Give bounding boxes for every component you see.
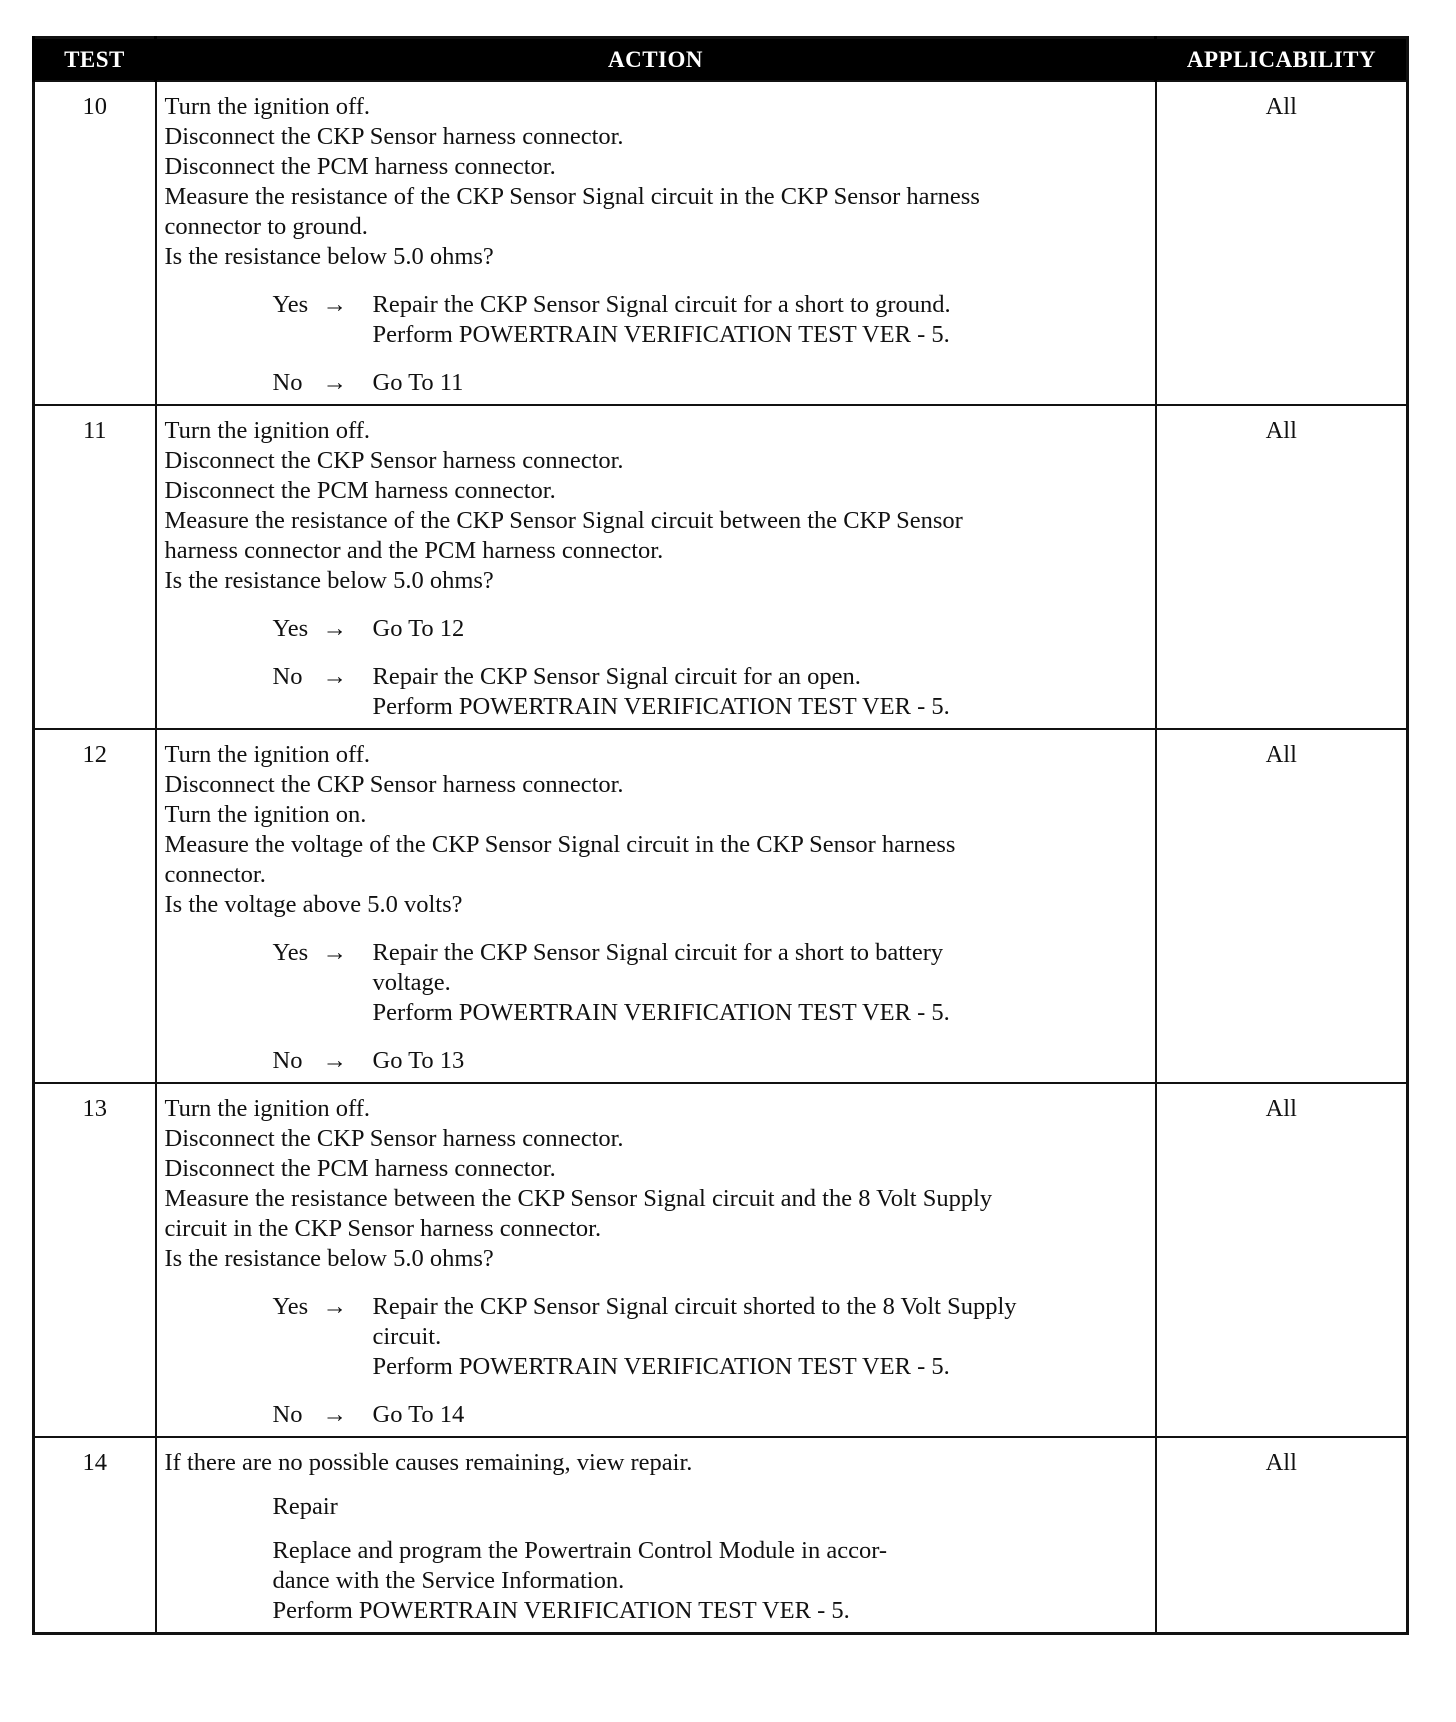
outcome-line: Go To 12 bbox=[372, 615, 465, 642]
action-step: Is the voltage above 5.0 volts? bbox=[164, 891, 463, 918]
action-cell bbox=[156, 1083, 1156, 1437]
action-step: Disconnect the CKP Sensor harness connector. bbox=[164, 771, 624, 798]
action-step: Disconnect the CKP Sensor harness connector. bbox=[164, 1125, 624, 1152]
header-test: TEST bbox=[34, 38, 156, 82]
action-steps bbox=[165, 740, 1149, 920]
right-arrow-icon: → bbox=[322, 1047, 347, 1074]
test-number: 12 bbox=[34, 729, 156, 1083]
action-step: Measure the resistance between the CKP Sensor Signal circuit and the 8 Volt Supply bbox=[164, 1185, 993, 1212]
right-arrow-icon: → bbox=[322, 1293, 347, 1320]
test-number: 14 bbox=[34, 1437, 156, 1634]
outcome-line: Perform POWERTRAIN VERIFICATION TEST VER - 5. bbox=[372, 999, 950, 1026]
repair-line: dance with the Service Information. bbox=[272, 1567, 625, 1594]
action-step: Disconnect the PCM harness connector. bbox=[164, 153, 556, 180]
right-arrow-icon: → bbox=[322, 615, 347, 642]
applicability-value: All bbox=[1156, 1437, 1408, 1634]
outcome-label: No bbox=[272, 1047, 303, 1074]
table-header bbox=[34, 38, 1408, 82]
outcome-result bbox=[373, 938, 1149, 1028]
action-step: Disconnect the PCM harness connector. bbox=[164, 477, 556, 504]
table-row bbox=[34, 405, 1408, 729]
outcome-result bbox=[373, 290, 1149, 350]
outcome-label: No bbox=[272, 1401, 303, 1428]
test-number: 11 bbox=[34, 405, 156, 729]
table-row bbox=[34, 1437, 1408, 1634]
applicability-value: All bbox=[1156, 81, 1408, 405]
right-arrow-icon: → bbox=[322, 291, 347, 318]
outcome-no bbox=[165, 368, 1149, 398]
action-step: Is the resistance below 5.0 ohms? bbox=[164, 567, 494, 594]
outcome-line: Perform POWERTRAIN VERIFICATION TEST VER - 5. bbox=[372, 321, 950, 348]
action-step: harness connector and the PCM harness connector. bbox=[164, 537, 664, 564]
action-step: Disconnect the PCM harness connector. bbox=[164, 1155, 556, 1182]
repair-line: Replace and program the Powertrain Control Module in accor- bbox=[272, 1537, 888, 1564]
outcome-line: Go To 13 bbox=[372, 1047, 465, 1074]
outcome-yes bbox=[165, 290, 1149, 350]
action-step: Turn the ignition off. bbox=[164, 417, 371, 444]
action-step: Disconnect the CKP Sensor harness connector. bbox=[164, 123, 624, 150]
right-arrow-icon: → bbox=[322, 663, 347, 690]
action-step: Measure the resistance of the CKP Sensor Signal circuit between the CKP Sensor bbox=[164, 507, 963, 534]
action-step: connector. bbox=[164, 861, 266, 888]
applicability-value: All bbox=[1156, 729, 1408, 1083]
action-cell bbox=[156, 1437, 1156, 1634]
table-row bbox=[34, 81, 1408, 405]
action-steps bbox=[165, 1094, 1149, 1274]
action-step: Turn the ignition off. bbox=[164, 741, 371, 768]
outcome-line: Repair the CKP Sensor Signal circuit shorted to the 8 Volt Supply bbox=[372, 1293, 1017, 1320]
outcome-no bbox=[165, 1046, 1149, 1076]
outcome-line: Repair the CKP Sensor Signal circuit for an open. bbox=[372, 663, 861, 690]
outcome-line: Repair the CKP Sensor Signal circuit for a short to battery bbox=[372, 939, 944, 966]
outcome-line: voltage. bbox=[372, 969, 451, 996]
outcome-line: Perform POWERTRAIN VERIFICATION TEST VER - 5. bbox=[372, 1353, 950, 1380]
action-step: Turn the ignition off. bbox=[164, 1095, 371, 1122]
test-number: 10 bbox=[34, 81, 156, 405]
outcome-yes bbox=[165, 938, 1149, 1028]
outcome-yes bbox=[165, 614, 1149, 644]
action-cell bbox=[156, 405, 1156, 729]
action-step: connector to ground. bbox=[164, 213, 368, 240]
action-step: If there are no possible causes remaining, view repair. bbox=[164, 1449, 693, 1476]
outcome-no bbox=[165, 662, 1149, 722]
action-cell bbox=[156, 729, 1156, 1083]
repair-line: Perform POWERTRAIN VERIFICATION TEST VER - 5. bbox=[272, 1597, 850, 1624]
outcome-line: Repair the CKP Sensor Signal circuit for a short to ground. bbox=[372, 291, 951, 318]
action-step: Measure the resistance of the CKP Sensor Signal circuit in the CKP Sensor harness bbox=[164, 183, 980, 210]
action-step: Is the resistance below 5.0 ohms? bbox=[164, 243, 494, 270]
action-steps bbox=[165, 1448, 1149, 1478]
action-step: Turn the ignition on. bbox=[164, 801, 367, 828]
test-number: 13 bbox=[34, 1083, 156, 1437]
outcome-result bbox=[373, 614, 1149, 644]
right-arrow-icon: → bbox=[322, 1401, 347, 1428]
outcome-line: Go To 11 bbox=[372, 369, 464, 396]
action-step: Disconnect the CKP Sensor harness connector. bbox=[164, 447, 624, 474]
outcome-result bbox=[373, 1292, 1149, 1382]
outcome-label: Yes bbox=[272, 615, 309, 642]
table-body bbox=[34, 81, 1408, 1634]
action-step: circuit in the CKP Sensor harness connector. bbox=[164, 1215, 602, 1242]
outcome-no bbox=[165, 1400, 1149, 1430]
outcome-result bbox=[373, 662, 1149, 722]
outcome-label: Yes bbox=[272, 1293, 309, 1320]
outcome-yes bbox=[165, 1292, 1149, 1382]
diagnostic-test-table bbox=[32, 36, 1409, 1635]
action-cell bbox=[156, 81, 1156, 405]
outcome-label: No bbox=[272, 369, 303, 396]
outcome-result bbox=[373, 1046, 1149, 1076]
action-steps bbox=[165, 92, 1149, 272]
header-action: ACTION bbox=[156, 38, 1156, 82]
outcome-label: Yes bbox=[272, 291, 309, 318]
right-arrow-icon: → bbox=[322, 369, 347, 396]
action-steps bbox=[165, 416, 1149, 596]
right-arrow-icon: → bbox=[322, 939, 347, 966]
header-applicability: APPLICABILITY bbox=[1156, 38, 1408, 82]
outcome-line: circuit. bbox=[372, 1323, 442, 1350]
outcome-label: Yes bbox=[272, 939, 309, 966]
applicability-value: All bbox=[1156, 1083, 1408, 1437]
outcome-line: Perform POWERTRAIN VERIFICATION TEST VER - 5. bbox=[372, 693, 950, 720]
applicability-value: All bbox=[1156, 405, 1408, 729]
action-step: Is the resistance below 5.0 ohms? bbox=[164, 1245, 494, 1272]
table-row bbox=[34, 1083, 1408, 1437]
action-step: Measure the voltage of the CKP Sensor Signal circuit in the CKP Sensor harness bbox=[164, 831, 956, 858]
outcome-line: Go To 14 bbox=[372, 1401, 465, 1428]
action-step: Turn the ignition off. bbox=[164, 93, 371, 120]
outcome-result bbox=[373, 1400, 1149, 1430]
table-row bbox=[34, 729, 1408, 1083]
repair-label: Repair bbox=[272, 1493, 338, 1520]
outcome-result bbox=[373, 368, 1149, 398]
repair-instructions bbox=[165, 1536, 1149, 1626]
outcome-label: No bbox=[272, 663, 303, 690]
